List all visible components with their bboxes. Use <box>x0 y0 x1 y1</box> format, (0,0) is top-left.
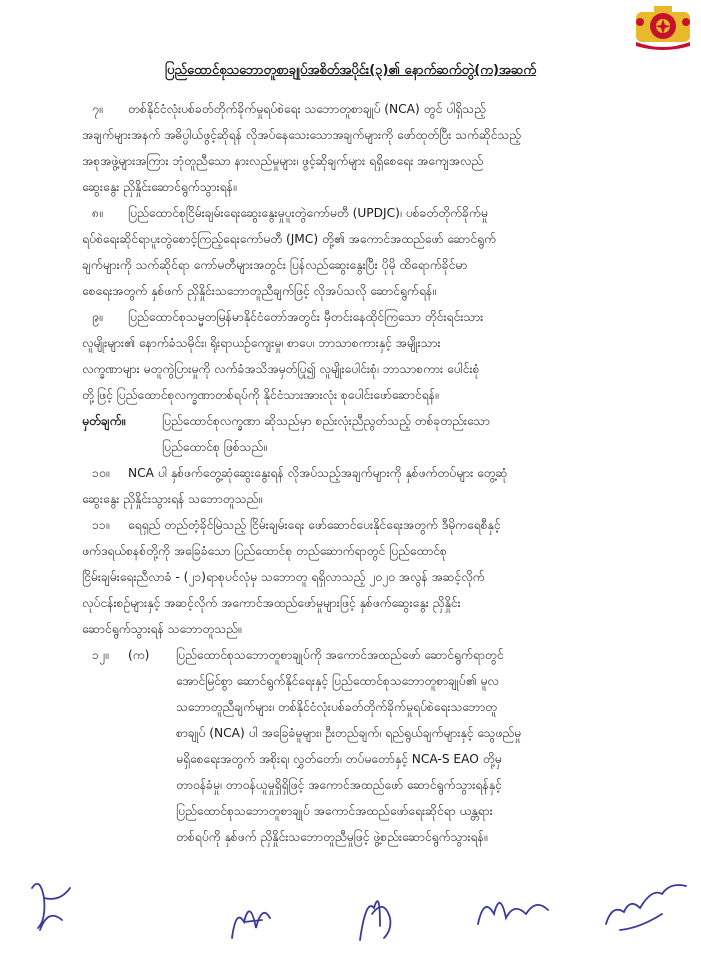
text-line: ချက်များကို သက်ဆိုင်ရာ ကော်မတီများအတွင်း ပြန်လည်ဆွေးနွေးပြီး ပိုမို ထိရောက်ခိုင်မာ <box>82 258 468 272</box>
text-line: ရေရှည် တည်တံ့ခိုင်မြဲသည့် ငြိမ်းချမ်းရေး ဖော်ဆောင်ပေးနိုင်ရေးအတွက် ဒီမိုကရေစီနှင့် <box>128 518 501 532</box>
text-line: အစုအဖွဲ့များအကြား ဘုံတူညီသော နားလည်မှုများ၊ ဖွင့်ဆိုချက်များ ရရှိစေရေး အကျေအလည် <box>82 154 484 168</box>
text-line: ပြည်ထောင်စု ဖြစ်သည်။ <box>162 440 267 454</box>
text-line: ဖက်ဒရယ်စနစ်တို့ကို အခြေခံသော ပြည်ထောင်စု တည်ဆောက်ရာတွင် ပြည်ထောင်စု <box>82 544 447 558</box>
text-line: NCA ပါ နှစ်ဖက်တွေ့ဆုံဆွေးနွေးရန် လိုအပ်သည့်အချက်များကို နှစ်ဖက်တပ်များ တွေ့ဆုံ <box>128 466 508 480</box>
text-line: ဆွေးနွေး ညှိနှိုင်းသွားရန် သဘောတူသည်။ <box>82 492 262 506</box>
sub-item-label: (က) <box>128 648 150 662</box>
signature-1 <box>32 884 70 930</box>
text-line: တစ်နိုင်ငံလုံးပစ်ခတ်တိုက်ခိုက်မှုရပ်စဲရေး သဘောတူစာချုပ် (NCA) တွင် ပါရှိသည့် <box>128 102 486 116</box>
signature-3 <box>360 901 390 940</box>
text-line: ပြည်ထောင်စုသဘောတူစာချုပ် အကောင်အထည်ဖော်ရေးဆိုင်ရာ ယန္တရား <box>176 804 493 818</box>
paragraph-number: ၇။ <box>92 102 103 116</box>
paragraph-number: မှတ်ချက်။ <box>82 414 126 428</box>
text-line: စာချုပ် (NCA) ပါ အခြေခံမူများ၊ ဦးတည်ချက်၊ ရည်ရွယ်ချက်များနှင့် သွေဖည်မှု <box>176 726 521 740</box>
paragraph-text <box>82 408 672 460</box>
paragraph-number: ၈။ <box>92 206 103 220</box>
paragraph-number: ၉။ <box>92 310 103 324</box>
text-line: လက္ခဏာများ မတူကွဲပြားမှုကို လက်ခံအသိအမှတ်ပြု၍ လူမျိုးပေါင်းစုံ၊ ဘာသာစကား ပေါင်းစုံ <box>82 362 480 376</box>
text-line: တာဝန်ခံမှု၊ တာဝန်ယူမှုရှိရှိဖြင့် အကောင်အထည်ဖော် ဆောင်ရွက်သွားရန်နှင့် <box>176 778 502 792</box>
signature-4 <box>478 903 548 924</box>
sub-item-text <box>176 642 676 850</box>
text-line: လူမျိုးများ၏ နောက်ခံသမိုင်း၊ ရိုးရာယဉ်ကျေးမှု၊ စာပေ၊ ဘာသာစကားနှင့် အမျိုးသား <box>82 336 441 350</box>
text-line: သဘောတူညီချက်များ၊ တစ်နိုင်ငံလုံးပစ်ခတ်တိုက်ခိုက်မှုရပ်စဲရေးသဘောတူ <box>176 700 497 714</box>
text-line: အချက်များအနက် အဓိပ္ပါယ်ဖွင့်ဆိုရန် လိုအပ်နေသေးသောအချက်များကို ဖော်ထုတ်ပြီး သက်ဆိုင်သည့် <box>82 128 521 142</box>
state-emblem-icon <box>632 4 694 50</box>
paragraph-text <box>82 304 672 408</box>
signature-5 <box>606 885 686 930</box>
text-line: လုပ်ငန်းစဉ်များနှင့် အဆင့်လိုက် အကောင်အထည်ဖော်မှုများဖြင့် နှစ်ဖက်ဆွေးနွေး ညှိနှိုင်း <box>82 596 461 610</box>
text-line: ဆွေးနွေး ညှိနှိုင်းဆောင်ရွက်သွားရန်။ <box>82 180 237 194</box>
paragraph-text <box>82 96 672 200</box>
text-line: ငြိမ်းချမ်းရေးညီလာခံ - (၂၁)ရာစုပင်လုံမှ သဘောတူ ရရှိလာသည့် ၂၀၂၀ အလွန် အဆင့်လိုက် <box>82 570 485 584</box>
page-heading: ပြည်ထောင်စုသဘောတူစာချုပ်အစိတ်အပိုင်း(၃)၏ နောက်ဆက်တွဲ(က)အဆက် <box>164 63 537 78</box>
text-line: ပြည်ထောင်စုငြိမ်းချမ်းရေးဆွေးနွေးမှုပူးတွဲကော်မတီ (UPDJC)၊ ပစ်ခတ်တိုက်ခိုက်မှု <box>128 206 488 220</box>
text-line: ပြည်ထောင်စုသမ္မတမြန်မာနိုင်ငံတော်အတွင်း မှီတင်းနေထိုင်ကြသော တိုင်းရင်းသား <box>128 310 484 324</box>
text-line: ဆောင်ရွက်သွားရန် သဘောတူသည်။ <box>82 622 242 636</box>
paragraph-number: ၁၀။ <box>92 466 110 480</box>
signature-2 <box>232 911 270 938</box>
paragraph-number: ၁၂။ <box>92 648 109 662</box>
text-line: အောင်မြင်စွာ ဆောင်ရွက်နိုင်ရေးနှင့် ပြည်ထောင်စုသဘောတူစာချုပ်၏ မူလ <box>176 674 499 688</box>
text-line: တို့ဖြင့် ပြည်ထောင်စုလက္ခဏာတစ်ရပ်ကို နိုင်ငံသားအားလုံး စုပေါင်းဖော်ဆောင်ရန်။ <box>82 388 439 402</box>
paragraph-text <box>82 200 672 304</box>
paragraph-text <box>82 460 672 512</box>
text-line: ပြည်ထောင်စုသဘောတူစာချုပ်ကို အကောင်အထည်ဖော် ဆောင်ရွက်ရာတွင် <box>176 648 504 662</box>
paragraph-number: ၁၁။ <box>92 518 110 532</box>
text-line: ရပ်စဲရေးဆိုင်ရာပူးတွဲစောင့်ကြည့်ရေးကော်မတီ (JMC) တို့၏ အကောင်အထည်ဖော် ဆောင်ရွက် <box>82 232 496 246</box>
text-line: ပြည်ထောင်စုလက္ခဏာ ဆိုသည်မှာ စည်းလုံးညီညွတ်သည့် တစ်ခုတည်းသော <box>162 414 490 428</box>
signatures <box>0 868 701 958</box>
text-line: စေရေးအတွက် နှစ်ဖက် ညှိနှိုင်းသဘောတူညီချက်ဖြင့် လိုအပ်သလို ဆောင်ရွက်ရန်။ <box>82 284 436 298</box>
text-line: တစ်ရပ်ကို နှစ်ဖက် ညှိနှိုင်းသဘောတူညီမှုဖြင့် ဖွဲ့စည်းဆောင်ရွက်သွားရန်။ <box>176 830 488 844</box>
paragraph-text <box>82 512 672 642</box>
text-line: မရှိစေရေးအတွက် အစိုးရ၊ လွှတ်တော်၊ တပ်မတော်နှင့် NCA-S EAO တို့မှ <box>176 752 502 766</box>
